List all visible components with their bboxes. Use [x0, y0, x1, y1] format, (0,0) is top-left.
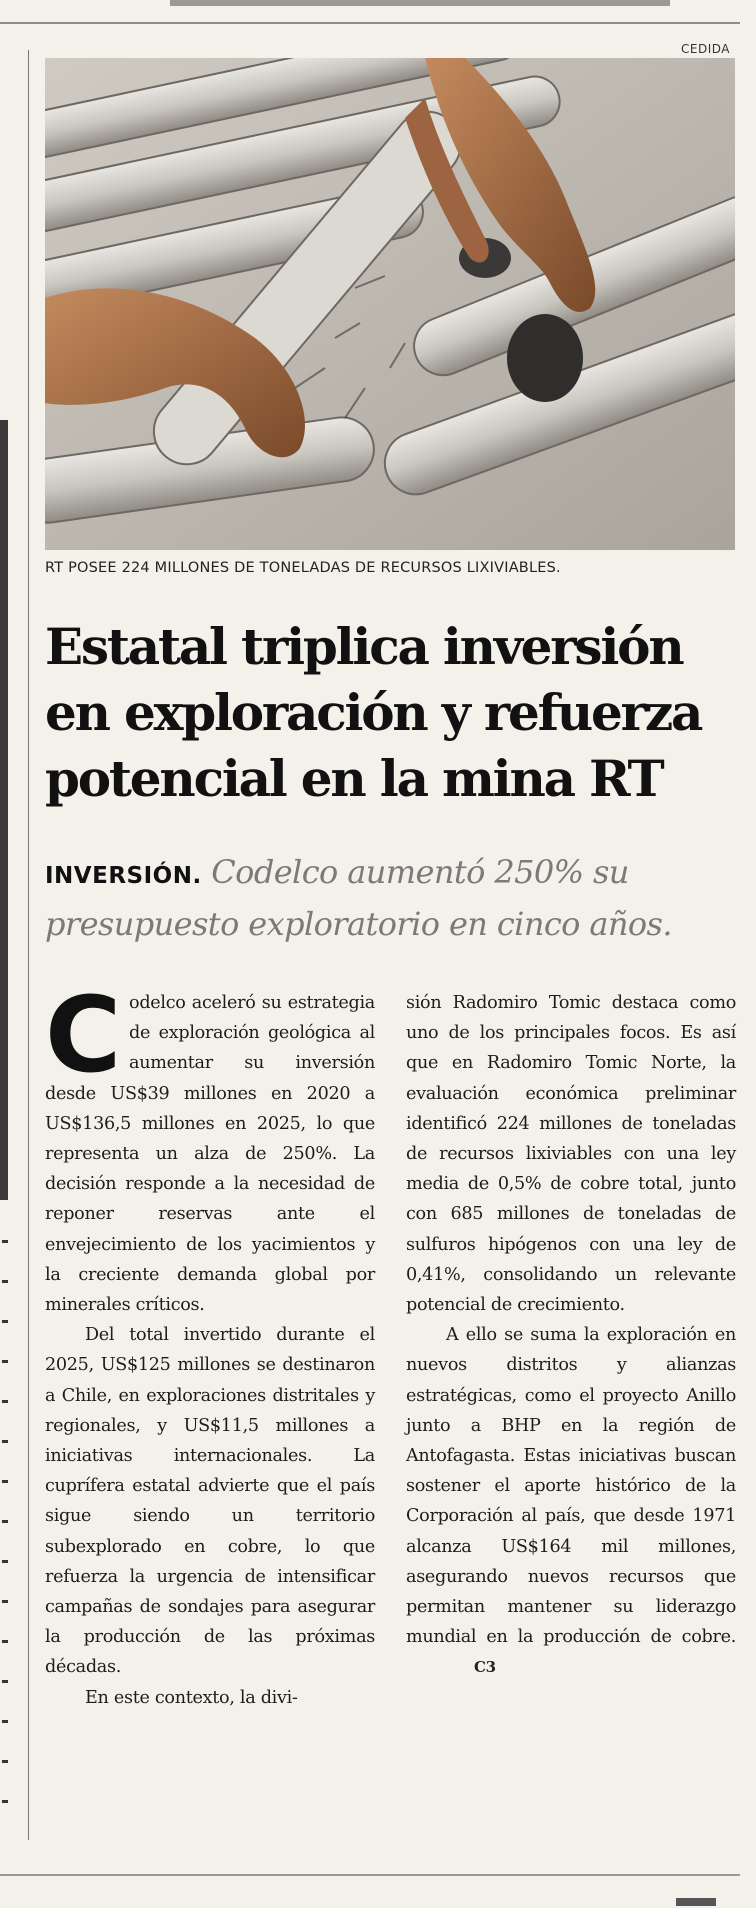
bottom-tab: [676, 1898, 716, 1906]
bottom-rule: [0, 1874, 740, 1876]
deck: [45, 848, 745, 948]
end-of-article-icon: C3: [474, 1658, 496, 1677]
body-paragraph: Codelco aceleró su estrategia de exploración geológica al aumentar su inversión desde US$39 millones en 2020 a US$136,5 millones en 2025, lo que representa un alza de 250%. La decisión responde a la necesidad de reponer reservas ante el envejecimiento de los yacimientos y la creciente demanda global por minerales críticos.: [45, 974, 375, 1316]
adjacent-article-edge: [0, 420, 8, 1200]
body-paragraph: Del total invertido durante el 2025, US$125 millones se destinaron a Chile, en exploraciones distritales y regionales, y US$11,5 millones a iniciativas internacionales. La cuprífera estatal advierte que el país sigue siendo un territorio subexplorado en cobre, lo que refuerza la urgencia de intensificar campañas de sondajes para asegurar la producción de las próximas décadas.: [45, 1325, 375, 1678]
body-column-1: [45, 974, 375, 1713]
photo-caption: RT POSEE 224 MILLONES DE TONELADAS DE RECURSOS LIXIVIABLES.: [45, 560, 561, 576]
body-column-2: [406, 988, 736, 1683]
top-rule: [0, 0, 756, 22]
adjacent-article-marks: [0, 1220, 12, 1820]
article-photo: [45, 58, 735, 550]
headline-line: potencial en la mina RT: [45, 749, 663, 808]
headline-line: en exploración y refuerza: [45, 683, 702, 742]
section-kicker: INVERSIÓN.: [45, 863, 202, 889]
column-rule: [28, 50, 29, 1840]
headline-line: Estatal triplica inversión: [45, 617, 683, 676]
headline: [45, 614, 745, 812]
body-paragraph: En este contexto, la divi-: [85, 1687, 298, 1708]
body-paragraph: A ello se suma la exploración en nuevos distritos y alianzas estratégicas, como el proyecto Anillo junto a BHP en la región de Antofagasta. Estas iniciativas buscan sostener el aporte histórico de la Corporación al país, que desde 1971 alcanza US$164 mil millones, asegurando nuevos recursos que permitan mantener su liderazgo mundial en la producción de cobre.C3: [406, 1320, 736, 1682]
body-paragraph: sión Radomiro Tomic destaca como uno de los principales focos. Es así que en Radomiro Tomic Norte, la evaluación económica preliminar identificó 224 millones de toneladas de recursos lixiviables con una ley media de 0,5% de cobre total, junto con 685 millones de toneladas de sulfuros hipógenos con una ley de 0,41%, consolidando un relevante potencial de crecimiento.: [406, 993, 736, 1316]
lede: Codelco aumentó 250% su presupuesto exploratorio en cinco años.: [45, 853, 672, 943]
photo-credit: CEDIDA: [681, 42, 730, 56]
drop-cap: C: [45, 974, 122, 1096]
